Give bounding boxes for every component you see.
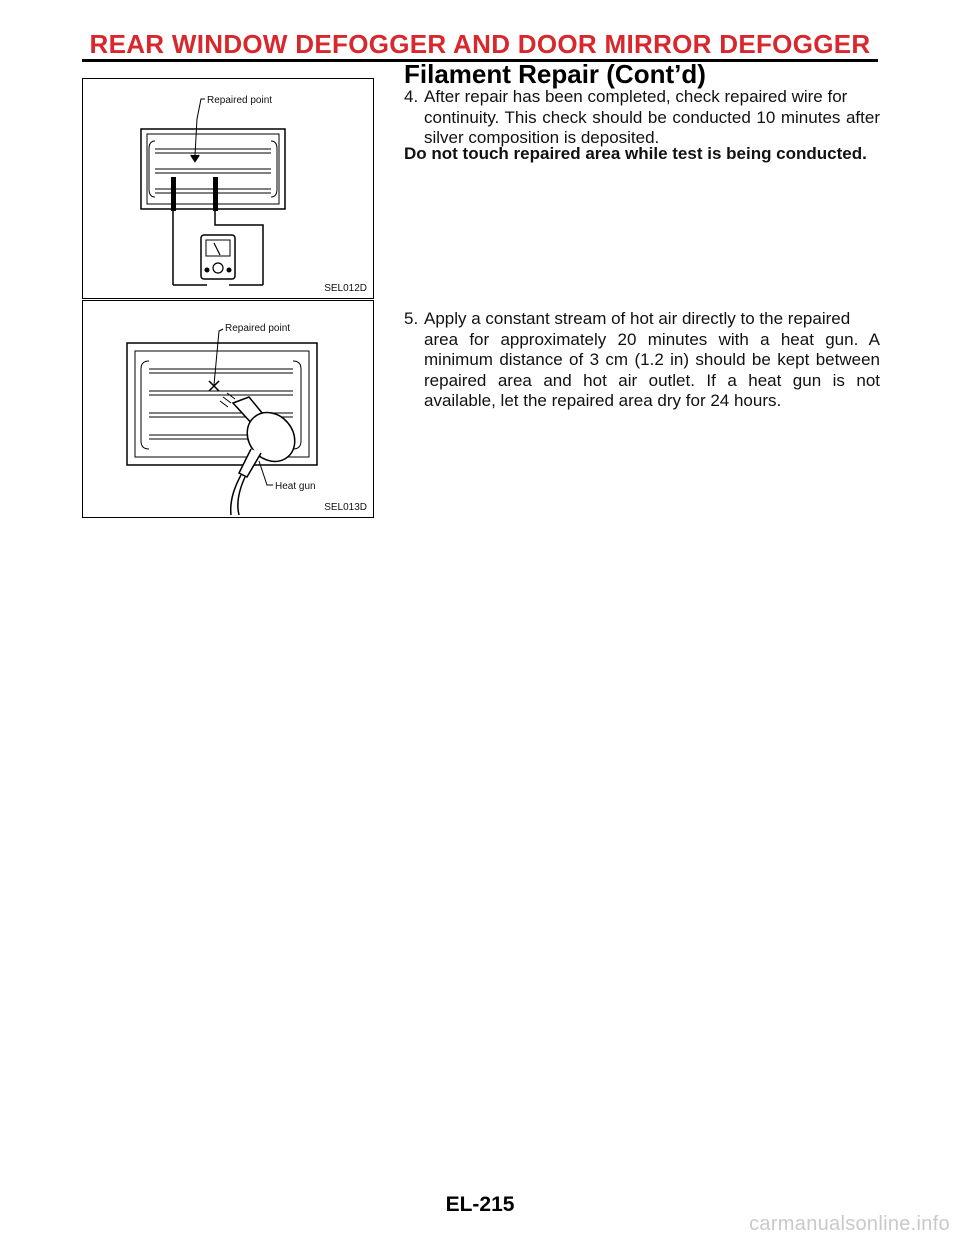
step-number: 4. xyxy=(404,87,419,106)
page-number: EL-215 xyxy=(445,1193,515,1216)
caution-note: Do not touch repaired area while test is being conducted. xyxy=(404,144,867,163)
page-header-title: REAR WINDOW DEFOGGER AND DOOR MIRROR DEFOGGER xyxy=(89,29,871,59)
figure-code: SEL012D xyxy=(324,283,367,294)
step-text-first-line: After repair has been completed, check repaired wire for xyxy=(424,87,848,106)
label-heat-gun: Heat gun xyxy=(275,481,316,492)
step-number: 5. xyxy=(404,309,419,328)
section-title: Filament Repair (Cont’d) xyxy=(404,59,706,89)
watermark: carmanualsonline.info xyxy=(749,1213,950,1235)
step-text-first-line: Apply a constant stream of hot air directly to the repaired xyxy=(424,309,851,328)
heat-gun-diagram xyxy=(83,301,375,519)
step-4 xyxy=(404,87,880,149)
figure-continuity-check xyxy=(82,78,374,299)
label-repaired-point-2: Repaired point xyxy=(225,323,291,334)
step-text: area for approximately 20 minutes with a heat gun. A minimum distance of 3 cm (1.2 in) should be kept between repaired area and hot air outlet. If a heat gun is not available, let the repaired area dry for 24 hours. xyxy=(424,329,880,410)
figure-heat-gun xyxy=(82,300,374,518)
figure-code: SEL013D xyxy=(324,502,367,513)
step-text: continuity. This check should be conducted 10 minutes after silver composition is deposited. xyxy=(424,107,880,147)
step-5 xyxy=(404,309,880,412)
continuity-check-diagram xyxy=(83,79,375,300)
label-repaired-point-1: Repaired point xyxy=(207,95,273,106)
